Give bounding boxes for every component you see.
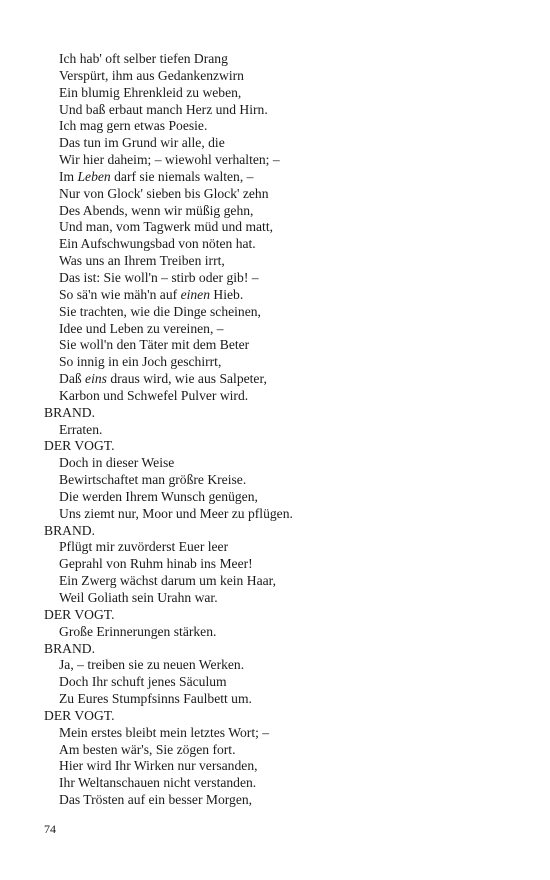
verse-line	[44, 219, 530, 236]
verse-line	[44, 573, 530, 590]
verse-line	[44, 691, 530, 708]
line-text: DER VOGT.	[44, 606, 115, 622]
line-text: Und man, vom Tagwerk müd und matt,	[59, 219, 274, 235]
line-text: DER VOGT.	[44, 707, 115, 723]
line-text: Ich mag gern etwas Poesie.	[59, 118, 208, 134]
line-text: Sie trachten, wie die Dinge scheinen,	[59, 303, 261, 319]
verse-line	[44, 51, 530, 68]
line-text: darf sie niemals walten, –	[110, 168, 254, 184]
line-text: Sie woll'n den Täter mit dem Beter	[59, 337, 250, 353]
verse-line	[44, 674, 530, 691]
verse-line	[44, 489, 530, 506]
line-text: Im	[59, 168, 78, 184]
verse-line	[44, 135, 530, 152]
verse-line	[44, 169, 530, 186]
speaker-name	[44, 405, 530, 422]
speaker-name	[44, 523, 530, 540]
verse-line	[44, 85, 530, 102]
emphasis-text: Leben	[77, 168, 111, 184]
verse-line	[44, 152, 530, 169]
verse-line	[44, 253, 530, 270]
line-text: Wir hier daheim; – wiewohl verhalten; –	[59, 152, 280, 168]
verse-line	[44, 287, 530, 304]
line-text: Große Erinnerungen stärken.	[59, 623, 217, 639]
verse-line	[44, 388, 530, 405]
line-text: BRAND.	[44, 640, 95, 656]
verse-line	[44, 472, 530, 489]
verse-line	[44, 337, 530, 354]
verse-line	[44, 556, 530, 573]
line-text: So innig in ein Joch geschirrt,	[59, 354, 222, 370]
emphasis-text: einen	[180, 286, 211, 302]
page-number: 74	[44, 822, 56, 836]
line-text: BRAND.	[44, 522, 95, 538]
line-text: Idee und Leben zu vereinen, –	[59, 320, 224, 336]
line-text: Weil Goliath sein Urahn war.	[59, 590, 218, 605]
verse-line	[44, 624, 530, 641]
emphasis-text: eins	[85, 371, 107, 387]
line-text: Ihr Weltanschauen nicht verstanden.	[59, 775, 257, 791]
line-text: BRAND.	[44, 404, 95, 420]
verse-line	[44, 371, 530, 388]
verse-line	[44, 455, 530, 472]
verse-line	[44, 203, 530, 220]
verse-line	[44, 118, 530, 135]
line-text: Ich hab' oft selber tiefen Drang	[59, 51, 228, 66]
verse-line	[44, 758, 530, 775]
verse-line	[44, 304, 530, 321]
line-text: Nur von Glock' sieben bis Glock' zehn	[59, 185, 269, 201]
verse-line	[44, 775, 530, 792]
line-text: Am besten wär's, Sie zögen fort.	[59, 741, 236, 757]
line-text: Doch Ihr schuft jenes Säculum	[59, 674, 227, 690]
line-text: Bewirtschaftet man größre Kreise.	[59, 472, 247, 488]
line-text: Was uns an Ihrem Treiben irrt,	[59, 253, 225, 269]
line-text: Das Trösten auf ein besser Morgen,	[59, 792, 253, 808]
line-text: Mein erstes bleibt mein letztes Wort; –	[59, 724, 270, 740]
verse-line	[44, 321, 530, 338]
verse-line	[44, 354, 530, 371]
line-text: draus wird, wie aus Salpeter,	[106, 371, 267, 387]
verse-line	[44, 506, 530, 523]
line-text: Erraten.	[59, 421, 103, 437]
line-text: DER VOGT.	[44, 438, 115, 454]
line-text: Ja, – treiben sie zu neuen Werken.	[59, 657, 245, 673]
speaker-name	[44, 607, 530, 624]
line-text: Hier wird Ihr Wirken nur versanden,	[59, 758, 258, 774]
line-text: Die werden Ihrem Wunsch genügen,	[59, 488, 258, 504]
line-text: Uns ziemt nur, Moor und Meer zu pflügen.	[59, 505, 293, 521]
line-text: Hieb.	[210, 286, 244, 302]
line-text: Und baß erbaut manch Herz und Hirn.	[59, 101, 268, 117]
verse-line	[44, 186, 530, 203]
page-body	[44, 51, 530, 809]
line-text: Zu Eures Stumpfsinns Faulbett um.	[59, 691, 252, 707]
speaker-name	[44, 708, 530, 725]
line-text: Das ist: Sie woll'n – stirb oder gib! –	[59, 269, 259, 285]
line-text: Des Abends, wenn wir müßig gehn,	[59, 202, 254, 218]
verse-line	[44, 725, 530, 742]
speaker-name	[44, 438, 530, 455]
speaker-name	[44, 641, 530, 658]
line-text: Ein Aufschwungsbad von nöten hat.	[59, 236, 256, 252]
line-text: Ein Zwerg wächst darum um kein Haar,	[59, 573, 277, 589]
line-text: Verspürt, ihm aus Gedankenzwirn	[59, 67, 244, 83]
verse-line	[44, 742, 530, 759]
line-text: Karbon und Schwefel Pulver wird.	[59, 387, 249, 403]
verse-line	[44, 270, 530, 287]
verse-line	[44, 590, 530, 607]
line-text: Daß	[59, 371, 86, 387]
line-text: So sä'n wie mäh'n auf	[59, 286, 181, 302]
line-text: Pflügt mir zuvörderst Euer leer	[59, 539, 229, 555]
line-text: Doch in dieser Weise	[59, 455, 175, 471]
verse-line	[44, 422, 530, 439]
line-text: Ein blumig Ehrenkleid zu weben,	[59, 84, 242, 100]
line-text: Geprahl von Ruhm hinab ins Meer!	[59, 556, 253, 572]
verse-line	[44, 792, 530, 809]
verse-line	[44, 539, 530, 556]
verse-line	[44, 236, 530, 253]
verse-line	[44, 657, 530, 674]
verse-line	[44, 68, 530, 85]
verse-line	[44, 102, 530, 119]
line-text: Das tun im Grund wir alle, die	[59, 135, 225, 151]
